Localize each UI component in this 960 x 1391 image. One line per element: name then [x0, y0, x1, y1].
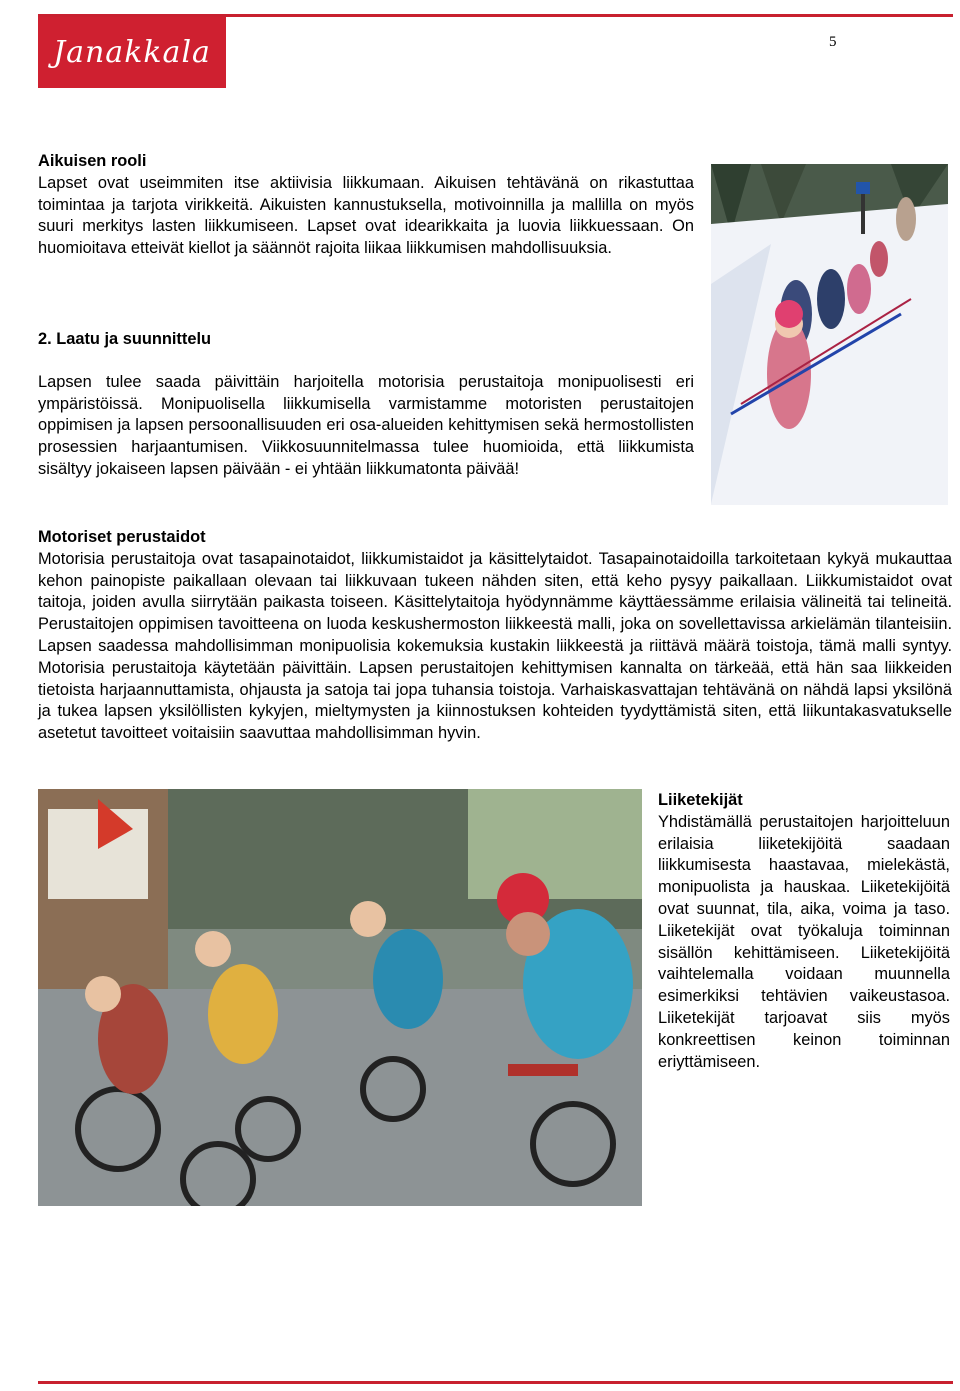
- section-aikuisen-rooli: [38, 151, 694, 260]
- logo-text: Janakkala: [53, 35, 211, 70]
- section-text: Motorisia perustaitoja ovat tasapainotaidot, liikkumistaidot ja käsittelytaidot. Tasapainotaidoilla tarkoitetaan kykyä mukauttaa kehon painopiste paikallaan olevaan tai liikkuvaan tukeen nähden siten, että keho pysyy paikallaan. Liikkumistaidot ovat taitoja, joiden avulla siirrytään paikasta toiseen. Käsittelytaitoja hyödynnämme käyttäessämme erilaisia välineitä tai telineitä. Perustaitojen oppimisen tavoitteena on luoda keskushermoston liikkeestä malli, joka on sovellettavissa arkielämän tilanteisiin. Lapsen saadessa mahdollisimman monipuolisia kokemuksia kustakin liikkeestä ja riittävä määrä toistoja, tämä malli syntyy. Motorisia perustaitoja käytetään päivittäin. Lapsen perustaitojen kehittymisen kannalta on tärkeää, että hän saa liikkeiden tietoista harjaannuttamista, ohjausta ja satoja tai jopa tuhansia toistoja. Varhaiskasvattajan tehtävänä on nähdä lapsi yksilönä ja tukea lapsen yksilöllisten kykyjen, mieltymysten ja kiinnostuksen kohteiden tyydyttämistä siten, että liikuntakasvatukselle asetetut tavoitteet voitaisiin saavuttaa mahdollisimman hyvin.: [38, 549, 952, 743]
- section-motoriset-perustaidot: [38, 527, 952, 745]
- section-liiketekijat: [658, 790, 950, 1073]
- section-heading: Motoriset perustaidot: [38, 528, 206, 546]
- photo-children-cycling: [38, 789, 642, 1206]
- section-text: Lapsen tulee saada päivittäin harjoitella motorisia perustaitoja monipuolisesti eri ympäristöissä. Monipuolisella liikkumisella varmistamme motoristen perustaitojen oppimisen ja lapsen persoonallisuuden eri osa-alueiden kehittymisen sekä hermostollisten prosessien harjaantumisen. Viikkosuunnitelmassa tulee huomioida, että liikkumista sisältyy jokaiseen lapsen päivään - ei yhtään liikkumatonta päivää!: [38, 372, 694, 478]
- section-heading: 2. Laatu ja suunnittelu: [38, 330, 212, 348]
- section-heading: Liiketekijät: [658, 791, 743, 809]
- section-text: Yhdistämällä perustaitojen harjoitteluun erilaisia liiketekijöitä saadaan liikkumisesta haastavaa, mielekästä, monipuolista ja hauskaa. Liiketekijöitä ovat suunnat, tila, aika, voima ja taso. Liiketekijät ovat työkaluja toiminnan sisällön kehittämiseen. Liiketekijöitä vaihtelemalla voidaan muunnella esimerkiksi tehtävien vaikeustasoa. Liiketekijät tarjoavat siis myös konkreettisen keinon toiminnan eriyttämiseen.: [658, 812, 950, 1071]
- page-number: 5: [829, 34, 837, 50]
- section-laatu-ja-suunnittelu: [38, 329, 694, 481]
- section-heading: Aikuisen rooli: [38, 152, 147, 170]
- photo-children-skiing: [711, 164, 948, 505]
- section-text: Lapset ovat useimmiten itse aktiivisia liikkumaan. Aikuisen tehtävänä on rikastuttaa toimintaa ja tarjota virikkeitä. Aikuisten kannustuksella, motivoinnilla ja mallilla on myös suuri merkitys lasten liikkumiseen. Lapset ovat idearikkaita ja luovia liikkuessaan. On huomioitava etteivät kiellot ja säännöt rajoita liikaa liikkumisen mahdollisuuksia.: [38, 173, 694, 258]
- janakkala-logo: [38, 17, 226, 88]
- footer-rule: [38, 1381, 953, 1384]
